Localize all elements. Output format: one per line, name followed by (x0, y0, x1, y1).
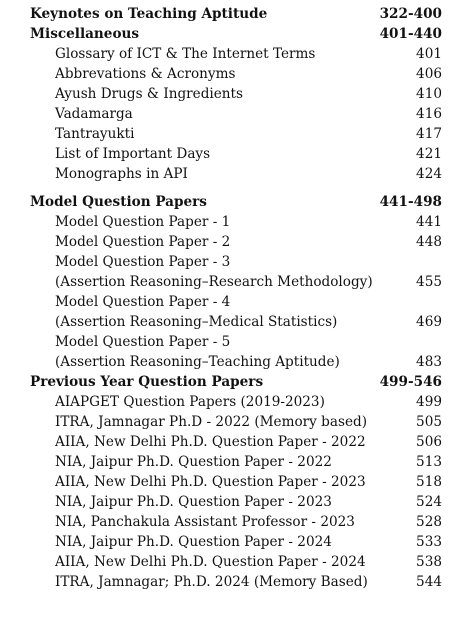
toc-section-row (30, 4, 442, 24)
toc-page-number: 421 (416, 146, 442, 162)
toc-page-number: 524 (416, 494, 442, 510)
toc-item-title: Model Question Paper - 3 (55, 254, 231, 270)
toc-item-row (30, 452, 442, 472)
toc-section-title: Model Question Papers (30, 194, 207, 210)
toc-item-row (30, 492, 442, 512)
toc-section-title: Miscellaneous (30, 26, 140, 42)
toc-item-title: Model Question Paper - 1 (55, 214, 231, 230)
toc-section-row (30, 372, 442, 392)
toc-item-row (30, 292, 442, 312)
toc-item-title: (Assertion Reasoning–Research Methodology) (55, 274, 373, 290)
toc-item-title: Ayush Drugs & Ingredients (55, 86, 243, 102)
toc-item-row (30, 552, 442, 572)
toc-page-number: 406 (416, 66, 442, 82)
toc-item-title: NIA, Jaipur Ph.D. Question Paper - 2022 (55, 454, 332, 470)
toc-item-row (30, 104, 442, 124)
toc-page-number: 518 (416, 474, 442, 490)
toc-page-number: 416 (416, 106, 442, 122)
toc-item-title: AIAPGET Question Papers (2019-2023) (55, 394, 325, 410)
toc-item-title: AIIA, New Delhi Ph.D. Question Paper - 2024 (55, 554, 366, 570)
toc-item-title: ITRA, Jamnagar Ph.D - 2022 (Memory based) (55, 414, 368, 430)
toc-item-row (30, 212, 442, 232)
toc-item-row (30, 164, 442, 184)
toc-item-row (30, 572, 442, 592)
toc-page-number: 417 (416, 126, 442, 142)
toc-item-title: NIA, Panchakula Assistant Professor - 2023 (55, 514, 355, 530)
toc-item-row (30, 532, 442, 552)
toc-item-row (30, 144, 442, 164)
toc-page-number: 505 (416, 414, 442, 430)
toc-page-number: 513 (416, 454, 442, 470)
toc-item-row (30, 312, 442, 332)
toc-section-row (30, 192, 442, 212)
toc-item-row (30, 412, 442, 432)
toc-item-title: (Assertion Reasoning–Teaching Aptitude) (55, 354, 340, 370)
toc-item-title: ITRA, Jamnagar; Ph.D. 2024 (Memory Based) (55, 574, 368, 590)
toc-item-title: (Assertion Reasoning–Medical Statistics) (55, 314, 338, 330)
toc-item-title: List of Important Days (55, 146, 211, 162)
toc-item-title: AIIA, New Delhi Ph.D. Question Paper - 2023 (55, 474, 366, 490)
toc-page-number: 410 (416, 86, 442, 102)
toc-page-number: 528 (416, 514, 442, 530)
toc-page-number: 483 (416, 354, 442, 370)
toc-page-number: 506 (416, 434, 442, 450)
toc-item-title: Model Question Paper - 2 (55, 234, 231, 250)
toc-page-range: 441-498 (379, 194, 442, 210)
toc-page-number: 538 (416, 554, 442, 570)
toc-item-title: NIA, Jaipur Ph.D. Question Paper - 2024 (55, 534, 332, 550)
toc-item-row (30, 272, 442, 292)
toc-item-row (30, 64, 442, 84)
toc-item-title: Abbrevations & Acronyms (55, 66, 236, 82)
toc-item-title: Monographs in API (55, 166, 188, 182)
toc-item-row (30, 124, 442, 144)
toc-item-title: Model Question Paper - 5 (55, 334, 231, 350)
toc-item-row (30, 232, 442, 252)
toc-page-number: 455 (416, 274, 442, 290)
toc-page-number: 544 (416, 574, 442, 590)
toc-item-row (30, 472, 442, 492)
toc-page-number: 401 (416, 46, 442, 62)
toc-item-row (30, 252, 442, 272)
toc-page-number: 469 (416, 314, 442, 330)
toc-page-range: 401-440 (379, 26, 442, 42)
toc-item-title: Model Question Paper - 4 (55, 294, 231, 310)
toc-item-row (30, 44, 442, 64)
toc-item-row (30, 392, 442, 412)
toc-item-row (30, 352, 442, 372)
toc-item-row (30, 332, 442, 352)
toc-item-title: Tantrayukti (55, 126, 135, 142)
toc-item-title: NIA, Jaipur Ph.D. Question Paper - 2023 (55, 494, 332, 510)
toc-page-number: 533 (416, 534, 442, 550)
toc-page-range: 322-400 (379, 6, 442, 22)
toc-item-title: AIIA, New Delhi Ph.D. Question Paper - 2022 (55, 434, 366, 450)
toc-page-number: 499 (416, 394, 442, 410)
toc-section-title: Previous Year Question Papers (30, 374, 264, 390)
toc-item-title: Vadamarga (55, 106, 133, 122)
toc-page-number: 448 (416, 234, 442, 250)
toc-page-number: 424 (416, 166, 442, 182)
toc-item-title: Glossary of ICT & The Internet Terms (55, 46, 316, 62)
toc-page-range: 499-546 (379, 374, 442, 390)
toc-item-row (30, 512, 442, 532)
toc-section-title: Keynotes on Teaching Aptitude (30, 6, 268, 22)
toc-item-row (30, 84, 442, 104)
toc-item-row (30, 432, 442, 452)
toc-page-number: 441 (416, 214, 442, 230)
toc-section-row (30, 24, 442, 44)
